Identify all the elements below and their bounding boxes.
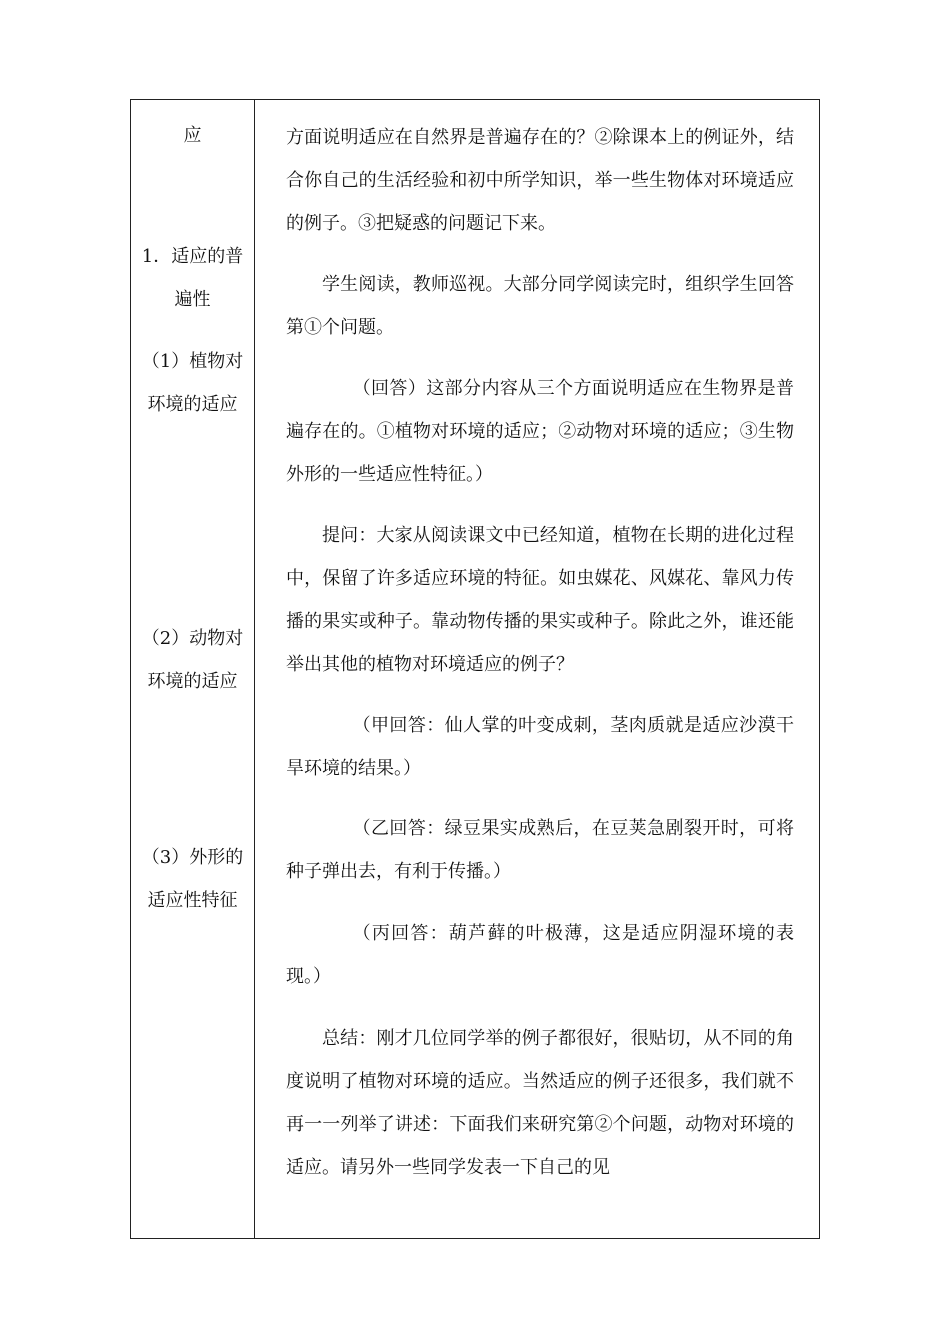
paragraph-answer-c: （丙回答：葫芦藓的叶极薄，这是适应阴湿环境的表现。） (286, 923, 794, 987)
heading-1-line-1: 1．适应的普 (141, 246, 244, 267)
paragraph-question: 提问：大家从阅读课文中已经知道，植物在长期的进化过程中，保留了许多适应环境的特征。如虫媒花、风媒花、靠风力传播的果实或种子。靠动物传播的果实或种子。除此之外，谁还能举出其他的植物对环境适应的例子？ (286, 525, 794, 675)
heading-animal-adaptation-line-2: 环境的适应 (147, 671, 238, 692)
column-divider (254, 100, 255, 1238)
section-heading-column (131, 100, 254, 1238)
heading-plant-adaptation-line-1: （1）植物对 (141, 351, 244, 372)
heading-fragment-ying: 应 (183, 125, 202, 146)
paragraph-answer-b: （乙回答：绿豆果实成熟后，在豆荚急剧裂开时，可将种子弹出去，有利于传播。） (286, 818, 794, 882)
paragraph-summary: 总结：刚才几位同学举的例子都很好，很贴切，从不同的角度说明了植物对环境的适应。当然适应的例子还很多，我们就不再一一列举了讲述：下面我们来研究第②个问题，动物对环境的适应。请另外一些同学发表一下自己的见 (286, 1028, 794, 1178)
heading-plant-adaptation-line-2: 环境的适应 (147, 394, 238, 415)
teaching-content-column (256, 100, 819, 1238)
paragraph-reading-questions: 方面说明适应在自然界是普遍存在的？②除课本上的例证外，结合你自己的生活经验和初中所学知识，举一些生物体对环境适应的例子。③把疑惑的问题记下来。 (286, 127, 794, 234)
heading-shape-adaptation-line-1: （3）外形的 (141, 847, 244, 868)
paragraph-answer-a: （甲回答：仙人掌的叶变成刺，茎肉质就是适应沙漠干旱环境的结果。） (286, 715, 794, 779)
paragraph-answer: （回答）这部分内容从三个方面说明适应在生物界是普遍存在的。①植物对环境的适应；②动物对环境的适应；③生物外形的一些适应性特征。） (286, 378, 794, 485)
heading-1-line-2: 遍性 (174, 289, 211, 310)
paragraph-student-reading: 学生阅读，教师巡视。大部分同学阅读完时，组织学生回答第①个问题。 (286, 274, 794, 338)
heading-animal-adaptation-line-1: （2）动物对 (141, 628, 244, 649)
lesson-plan-table (130, 99, 820, 1239)
heading-shape-adaptation-line-2: 适应性特征 (147, 890, 238, 911)
